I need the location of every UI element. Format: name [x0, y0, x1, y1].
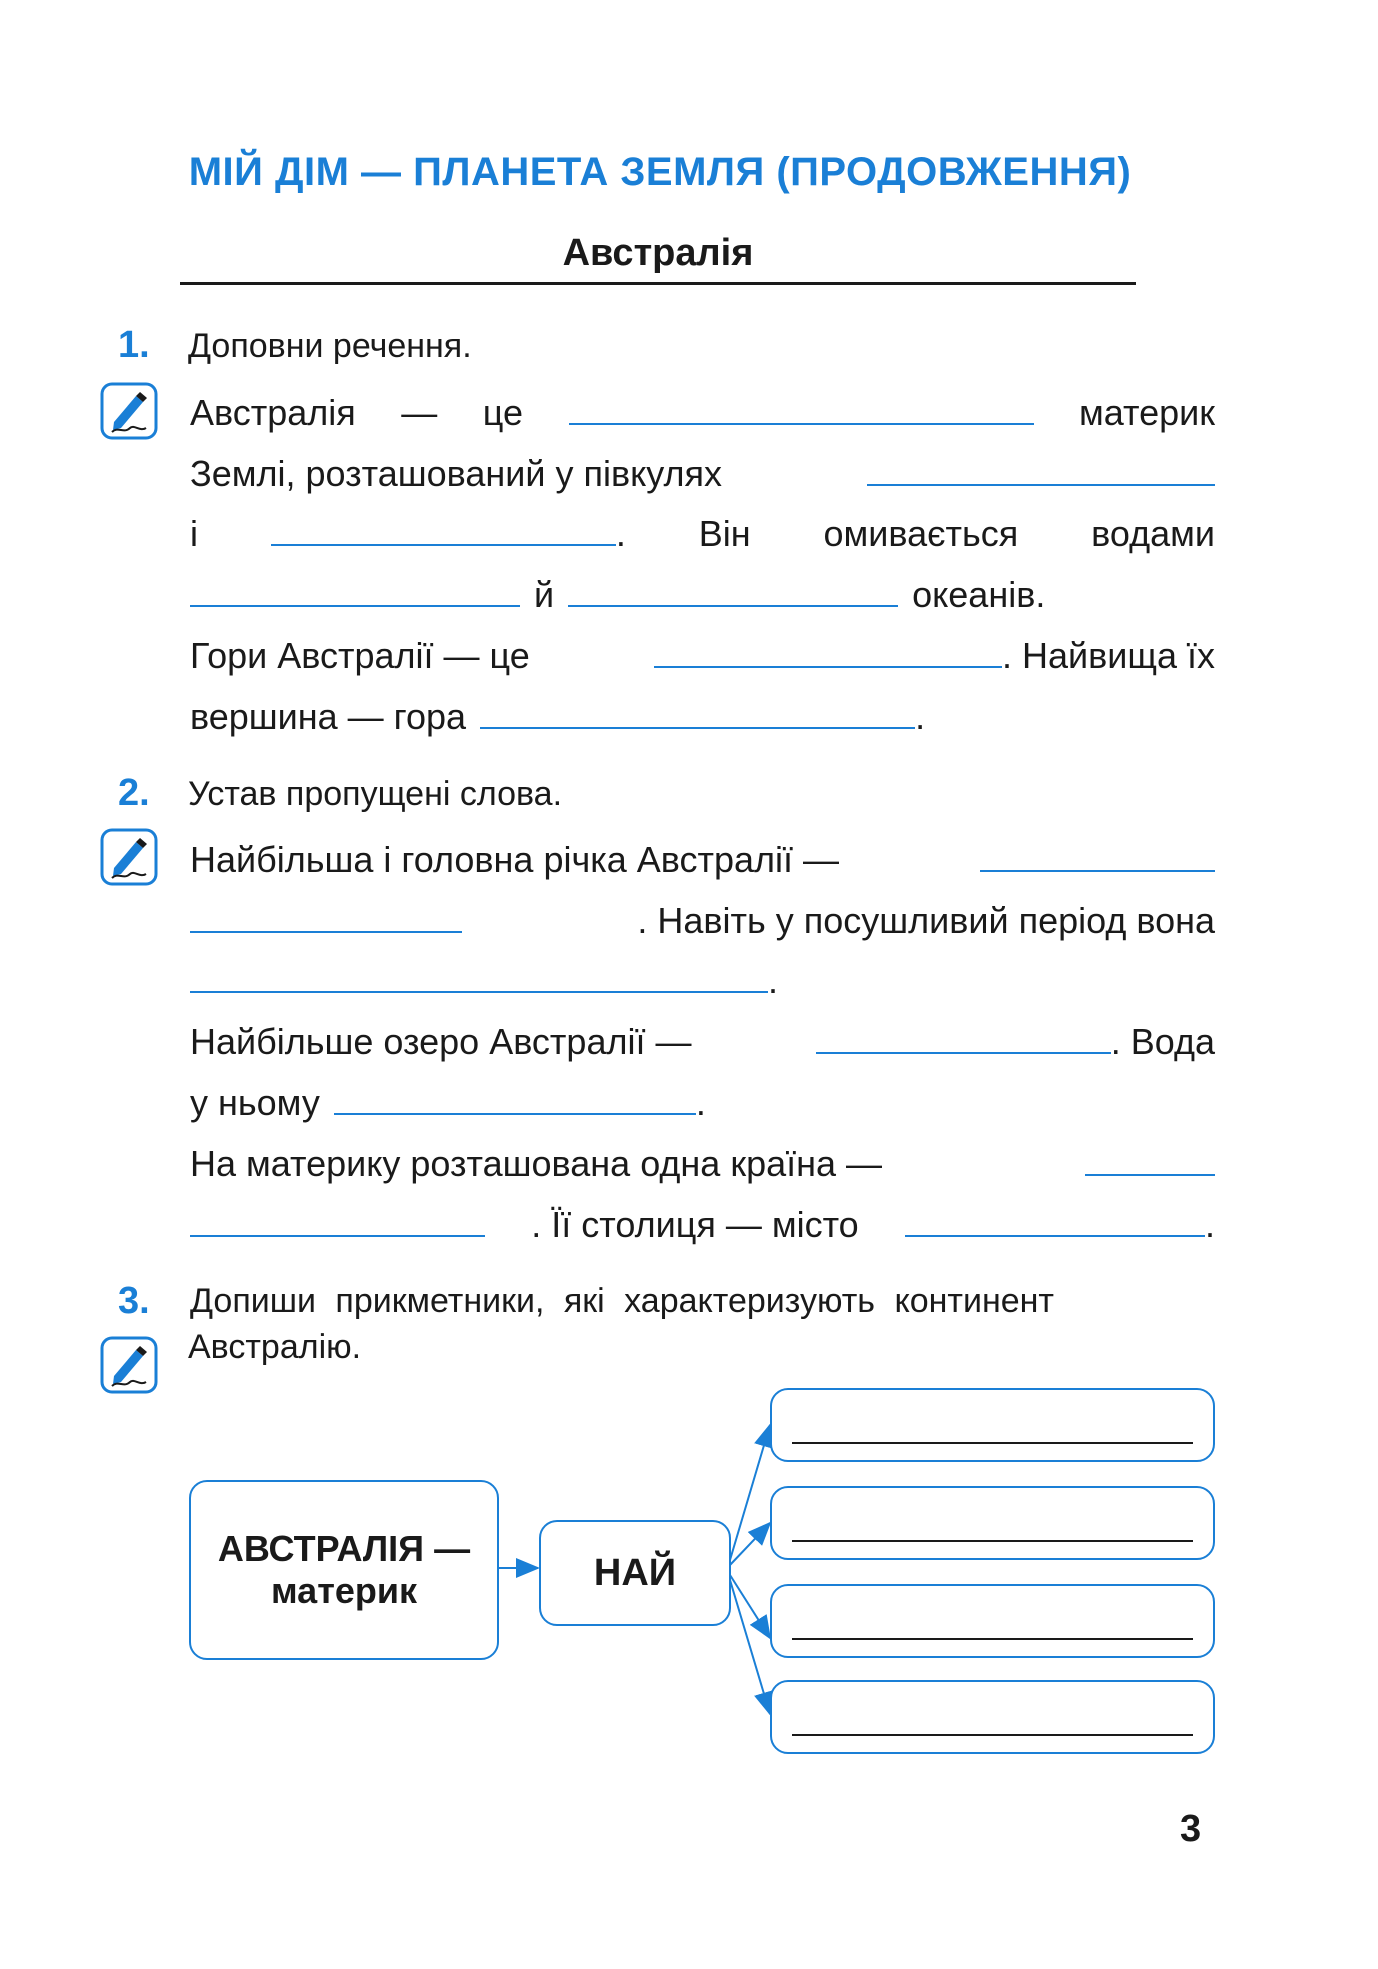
text: океанів. — [912, 574, 1046, 615]
text: Допиши прикметники, які характеризують континент — [190, 1282, 1055, 1320]
text: це — [482, 392, 524, 433]
text: материк — [1079, 392, 1215, 433]
text: . — [915, 696, 926, 737]
text: — — [401, 392, 438, 433]
text: Австралія — [190, 392, 356, 433]
text: і — [190, 513, 198, 554]
adjective-answer-box[interactable] — [770, 1680, 1215, 1754]
text: . — [695, 1082, 706, 1123]
text: Землі, розташований у півкулях — [190, 453, 723, 494]
text: На материку розташована одна країна — — [190, 1143, 883, 1184]
text: . Її столиця — місто — [531, 1204, 859, 1245]
text: водами — [1091, 513, 1215, 554]
adjective-answer-box[interactable] — [770, 1584, 1215, 1658]
text: й — [534, 574, 555, 615]
page-title: МІЙ ДІМ — ПЛАНЕТА ЗЕМЛЯ (ПРОДОВЖЕННЯ) — [188, 150, 1132, 194]
text: Найбільша і головна річка Австралії — — [190, 839, 840, 880]
text: . — [1204, 1204, 1215, 1245]
text: Він — [698, 513, 751, 554]
section-subtitle: Австралія — [562, 232, 754, 274]
task-2-instruction: Устав пропущені слова. — [188, 775, 563, 813]
text: . Навіть у посушливий період вона — [637, 900, 1215, 941]
adjective-answer-box[interactable] — [770, 1388, 1215, 1462]
text: у ньому — [190, 1082, 320, 1123]
nai-label: НАЙ — [593, 1551, 677, 1594]
task-1-number: 1. — [118, 324, 150, 366]
task-3-instruction-line-2: Австралію. — [188, 1328, 362, 1366]
text: Найбільше озеро Австралії — — [190, 1021, 692, 1062]
adjective-answer-box[interactable] — [770, 1486, 1215, 1560]
page-number: 3 — [1180, 1808, 1202, 1850]
nai-box — [539, 1520, 731, 1626]
text: . — [615, 513, 626, 554]
task-3-number: 3. — [118, 1280, 150, 1322]
text: Гори Австралії — це — [190, 635, 530, 676]
main-box-line-2: материк — [271, 1570, 417, 1611]
text: . Найвища їх — [1001, 635, 1215, 676]
text: омивається — [823, 513, 1019, 554]
task-2-number: 2. — [118, 772, 150, 814]
text: . Вода — [1110, 1021, 1215, 1062]
australia-main-box — [189, 1480, 499, 1660]
text: вершина — гора — [190, 696, 467, 737]
task-1-instruction: Доповни речення. — [188, 327, 472, 365]
text: . — [768, 960, 779, 1001]
main-box-line-1: АВСТРАЛІЯ — — [217, 1528, 471, 1569]
